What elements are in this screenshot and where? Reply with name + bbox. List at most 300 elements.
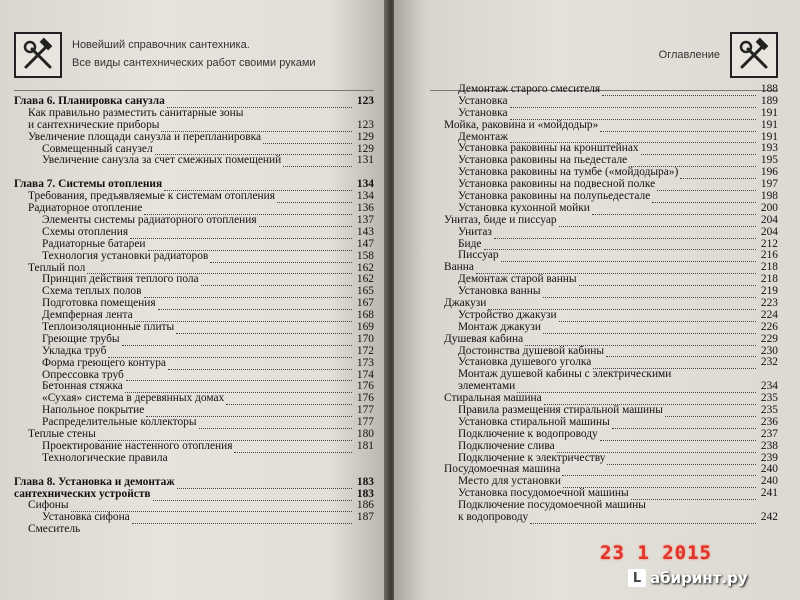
toc-leader-dots (673, 373, 756, 381)
toc-leader-dots (201, 277, 352, 286)
toc-entry-title: Место для установки (458, 476, 562, 488)
toc-entry (430, 500, 778, 512)
toc-page-number: 240 (760, 475, 778, 488)
toc-entry (14, 167, 374, 179)
watermark (628, 565, 798, 591)
toc-leader-dots (130, 230, 352, 239)
toc-entry (430, 191, 778, 203)
toc-entry (14, 191, 374, 203)
toc-entry-title: Совмещенный санузел (42, 143, 153, 155)
toc-entry-title: Требования, предъявляемые к системам отопления (28, 191, 275, 203)
toc-leader-dots (148, 242, 353, 251)
toc-leader-dots (680, 170, 756, 179)
toc-entry (14, 144, 374, 156)
toc-entry-title: Мойка, раковина и «мойдодыр» (444, 119, 599, 131)
toc-leader-dots (501, 253, 756, 262)
toc-page-number: 158 (356, 249, 374, 262)
toc-leader-dots (631, 491, 756, 500)
toc-page-number: 183 (356, 487, 374, 500)
toc-leader-dots (600, 432, 756, 441)
toc-entry-title: Установка кухонной мойки (458, 202, 590, 214)
toc-page-number: 218 (760, 273, 778, 286)
toc-leader-dots (283, 158, 352, 167)
toc-leader-dots (234, 444, 352, 453)
toc-page-number: 204 (760, 213, 778, 226)
toc-entry (14, 346, 374, 358)
toc-page-number: 187 (356, 511, 374, 524)
toc-leader-dots (155, 146, 352, 155)
toc-entry (14, 501, 374, 513)
toc-page-number: 186 (356, 499, 374, 512)
toc-page-number: 129 (356, 130, 374, 143)
toc-entry (430, 465, 778, 477)
toc-page-number: 180 (356, 428, 374, 441)
toc-leader-dots (168, 361, 352, 370)
toc-entry (14, 429, 374, 441)
toc-leader-dots (559, 218, 756, 227)
toc-leader-dots (657, 182, 756, 191)
toc-entry-title: Глава 7. Системы отопления (14, 179, 163, 191)
toc-page-number: 226 (760, 320, 778, 333)
toc-entry (14, 239, 374, 251)
toc-page-number: 229 (760, 332, 778, 345)
hammer-wrench-icon (730, 32, 778, 78)
toc-page-number: 235 (760, 392, 778, 405)
toc-entry-title: Схема теплых полов (42, 286, 142, 298)
toc-entry-title: Установка раковины на подвесной полке (458, 179, 656, 191)
toc-entry (430, 369, 778, 381)
toc-page-number: 136 (356, 202, 374, 215)
toc-page-number: 193 (760, 142, 778, 155)
toc-page-number: 197 (760, 178, 778, 191)
toc-page-number: 181 (356, 439, 374, 452)
right-page (394, 0, 800, 600)
toc-entry (430, 405, 778, 417)
toc-leader-dots (108, 349, 352, 358)
toc-page-number: 123 (356, 118, 374, 131)
toc-leader-dots (665, 408, 756, 417)
toc-leader-dots (600, 123, 756, 132)
toc-entry-title: Установка ванны (458, 286, 541, 298)
toc-page-number: 191 (760, 118, 778, 131)
toc-leader-dots (641, 146, 756, 155)
toc-page-number: 237 (760, 427, 778, 440)
toc-entry (430, 357, 778, 369)
toc-entry (14, 120, 374, 132)
toc-entry (14, 108, 374, 120)
toc-page-number: 173 (356, 356, 374, 369)
toc-entry-title: «Сухая» система в деревянных домах (42, 393, 225, 405)
toc-entry-title: Устройство джакузи (458, 309, 557, 321)
toc-entry-title: Технология установки радиаторов (42, 250, 209, 262)
toc-entry (430, 417, 778, 429)
toc-entry (14, 263, 374, 275)
toc-page-number: 232 (760, 356, 778, 369)
toc-page-number: 169 (356, 321, 374, 334)
toc-entry-title: Сифоны (28, 500, 69, 512)
toc-chapter (14, 489, 374, 501)
toc-entry (430, 334, 778, 346)
toc-page-number: 170 (356, 332, 374, 345)
toc-entry-title: Смеситель (28, 524, 81, 536)
toc-entry (430, 274, 778, 286)
toc-page-number: 212 (760, 237, 778, 250)
watermark-logo: L (628, 569, 646, 587)
toc-entry (430, 310, 778, 322)
toc-entry (14, 155, 374, 167)
toc-entry (430, 488, 778, 500)
toc-leader-dots (153, 492, 352, 501)
toc-page-number: 218 (760, 261, 778, 274)
toc-entry (14, 512, 374, 524)
right-page-header (430, 32, 778, 91)
toc-entry-title: Теплый пол (28, 262, 86, 274)
toc-leader-dots (543, 325, 756, 334)
toc-leader-dots (144, 289, 352, 298)
toc-leader-dots (277, 194, 352, 203)
toc-page-number: 168 (356, 309, 374, 322)
toc-page-number: 198 (760, 190, 778, 202)
toc-entry-title: Демонтаж старого смесителя (458, 83, 601, 95)
toc-entry-title: Посудомоечная машина (444, 464, 561, 476)
toc-entry-title: Демонтаж старой ванны (458, 274, 577, 286)
toc-page-number: 188 (760, 82, 778, 95)
toc-entry (430, 227, 778, 239)
toc-entry (430, 262, 778, 274)
toc-entry (14, 298, 374, 310)
toc-entry (430, 143, 778, 155)
toc-entry-title: Глава 8. Установка и демонтаж (14, 476, 175, 488)
toc-entry-title: Монтаж джакузи (458, 321, 541, 333)
toc-leader-dots (652, 194, 756, 203)
toc-entry (430, 239, 778, 251)
toc-entry (430, 429, 778, 441)
toc-entry-title: Проектирование настенного отопления (42, 440, 233, 452)
toc-leader-dots (170, 457, 352, 465)
toc-page-number: 167 (356, 297, 374, 310)
toc-page-number: 123 (356, 94, 374, 107)
toc-leader-dots (87, 265, 352, 274)
toc-page-number: 177 (356, 416, 374, 429)
toc-entry-title: Подключение к электричеству (458, 452, 606, 464)
toc-entry-title: Ванна (444, 262, 474, 274)
toc-page-number: 196 (760, 166, 778, 179)
toc-entry-title: Демонтаж (458, 131, 509, 143)
toc-entry-title: Писсуар (458, 250, 499, 262)
toc-page-number: 177 (356, 404, 374, 417)
toc-entry-title: Установка раковины на кронштейнах (458, 143, 639, 155)
toc-page-number: 183 (356, 475, 374, 488)
toc-entry-title: Джакузи (444, 298, 487, 310)
toc-entry (14, 286, 374, 298)
toc-leader-dots (164, 182, 352, 191)
toc-entry (430, 203, 778, 215)
toc-leader-dots (559, 313, 756, 322)
toc-entry (430, 512, 778, 524)
toc-leader-dots (177, 480, 352, 489)
toc-leader-dots (122, 337, 352, 346)
toc-page-number: 162 (356, 273, 374, 286)
toc-leader-dots (563, 479, 756, 488)
toc-entry (14, 465, 374, 477)
toc-leader-dots (126, 372, 352, 381)
toc-entry-title: Увеличение площади санузла и перепланировка (28, 131, 262, 143)
toc-leader-dots (593, 360, 756, 369)
toc-page-number: 191 (760, 130, 778, 143)
contents-heading: Оглавление (658, 49, 720, 61)
toc-entry-title: Достоинства душевой кабины (458, 345, 604, 357)
toc-entry (14, 417, 374, 429)
toc-leader-dots (488, 301, 756, 310)
toc-entry-title: Установка раковины на полупьедестале (458, 191, 651, 202)
toc-page-number: 204 (760, 225, 778, 238)
toc-leader-dots (210, 254, 352, 263)
toc-entry-title: Теплоизоляционные плиты (42, 322, 175, 334)
toc-leader-dots (612, 420, 756, 429)
toc-entry-title: Радиаторные батареи (42, 238, 146, 250)
toc-entry-title: Распределительные коллекторы (42, 417, 197, 429)
toc-leader-dots (607, 456, 756, 465)
toc-leader-dots (125, 384, 352, 393)
toc-page-number: 234 (760, 380, 778, 393)
toc-page-number: 189 (760, 94, 778, 107)
toc-entry (430, 381, 778, 393)
toc-entry-title: Форма греющего контура (42, 357, 166, 369)
toc-page-number: 134 (356, 178, 374, 191)
toc-page-number: 143 (356, 225, 374, 238)
toc-entry-title: Демпферная лента (42, 310, 133, 322)
left-page (0, 0, 388, 600)
toc-leader-dots (259, 218, 352, 227)
book-title-line1: Новейший справочник сантехника. (72, 39, 250, 51)
toc-entry (430, 476, 778, 488)
toc-entry-title: Подключение слива (458, 440, 555, 452)
toc-entry-title: Напольное покрытие (42, 405, 145, 417)
toc-entry-title: Бетонная стяжка (42, 381, 123, 393)
toc-leader-dots (245, 112, 352, 120)
toc-entry-title: Увеличение санузла за счет смежных помещений (42, 155, 282, 167)
header-text (72, 36, 316, 72)
toc-leader-dots (158, 301, 352, 310)
toc-leader-dots (494, 230, 756, 239)
toc-entry-title: Опрессовка труб (42, 369, 124, 381)
toc-page-number: 137 (356, 214, 374, 226)
toc-leader-dots (606, 348, 756, 357)
toc-entry (14, 203, 374, 215)
toc-page-number: 165 (356, 285, 374, 298)
toc-entry (430, 441, 778, 453)
toc-page-number: 240 (760, 463, 778, 476)
toc-page-number: 162 (356, 261, 374, 274)
toc-entry-title: Установка раковины на тумбе («мойдодыра») (458, 167, 679, 179)
toc-entry-title: Подключение посудомоечной машины (458, 500, 646, 512)
toc-entry-title: Установка душевого уголка (458, 357, 592, 369)
toc-leader-dots (226, 396, 352, 405)
toc-entry (14, 132, 374, 144)
toc-page-number: 131 (356, 154, 374, 167)
toc-entry-title: Подключение к водопроводу (458, 428, 598, 440)
toc-entry-title: и сантехнические приборы (28, 119, 160, 131)
toc-entry-title: Унитаз, биде и писсуар (444, 214, 557, 226)
toc-leader-dots (144, 206, 352, 215)
toc-page-number: 224 (760, 308, 778, 321)
toc-entry-title: Унитаз (458, 226, 492, 238)
toc-entry (430, 322, 778, 334)
toc-leader-dots (476, 265, 756, 274)
toc-entry-title: Принцип действия теплого пола (42, 274, 199, 286)
toc-entry-title: Подготовка помещения (42, 298, 156, 310)
toc-entry-title: Установка (458, 95, 508, 107)
toc-leader-dots (82, 528, 352, 536)
toc-entry-title: Технологические правила (42, 452, 168, 464)
toc-leader-dots (562, 467, 756, 476)
toc-entry-title: сантехнических устройств (14, 488, 151, 500)
toc-entry-title: Установка посудомоечной машины (458, 488, 629, 500)
toc-entry-title: Монтаж душевой кабины с электрическими (458, 369, 672, 381)
toc-chapter (14, 477, 374, 489)
toc-left (14, 96, 374, 536)
toc-page-number: 230 (760, 344, 778, 357)
toc-entry-title: Установка стиральной машины (458, 416, 610, 428)
toc-page-number: 172 (356, 344, 374, 357)
toc-page-number: 216 (760, 249, 778, 262)
toc-page-number: 200 (760, 201, 778, 214)
toc-entry-title: Схемы отопления (42, 226, 129, 238)
toc-leader-dots (161, 123, 352, 132)
toc-entry (430, 96, 778, 108)
toc-entry-title: Глава 6. Планировка санузла (14, 95, 165, 107)
hammer-wrench-icon (14, 32, 62, 78)
toc-page-number: 238 (760, 439, 778, 452)
toc-entry (430, 84, 778, 96)
toc-entry (430, 108, 778, 120)
toc-entry-title: Теплые стены (28, 429, 96, 441)
toc-page-number: 223 (760, 297, 778, 310)
toc-entry (14, 393, 374, 405)
toc-leader-dots (263, 135, 352, 144)
toc-leader-dots (510, 111, 756, 120)
toc-entry-title: Укладка труб (42, 345, 107, 357)
toc-leader-dots (146, 408, 352, 417)
toc-entry-title: Радиаторное отопление (28, 203, 143, 215)
photo-date-stamp: 23 1 2015 (600, 542, 712, 564)
toc-page-number: 191 (760, 106, 778, 119)
toc-leader-dots (525, 337, 756, 346)
toc-entry (14, 227, 374, 239)
toc-entry (14, 251, 374, 263)
toc-entry-title: Установка (458, 107, 508, 119)
toc-page-number: 174 (356, 368, 374, 381)
toc-entry (430, 179, 778, 191)
toc-page-number: 242 (760, 511, 778, 524)
toc-leader-dots (510, 134, 756, 143)
toc-entry (14, 310, 374, 322)
toc-leader-dots (517, 384, 756, 393)
toc-entry (14, 334, 374, 346)
toc-leader-dots (135, 313, 352, 322)
toc-chapter (14, 179, 374, 191)
toc-entry (430, 453, 778, 465)
toc-leader-dots (579, 277, 756, 286)
toc-entry (14, 370, 374, 382)
toc-entry-title: Стиральная машина (444, 393, 542, 405)
toc-leader-dots (602, 87, 756, 96)
toc-entry (430, 155, 778, 167)
toc-entry-title: Элементы системы радиаторного отопления (42, 215, 257, 226)
toc-leader-dots (98, 432, 352, 441)
toc-leader-dots (629, 158, 756, 167)
toc-leader-dots (592, 206, 756, 215)
toc-page-number: 147 (356, 237, 374, 250)
toc-entry (430, 167, 778, 179)
toc-leader-dots (167, 99, 352, 108)
toc-entry-title: Установка раковины на пьедестале (458, 155, 628, 167)
toc-leader-dots (176, 325, 352, 334)
toc-entry (14, 358, 374, 370)
toc-page-number: 176 (356, 380, 374, 393)
toc-entry (430, 132, 778, 144)
toc-leader-dots (557, 444, 756, 453)
toc-entry (430, 286, 778, 298)
toc-page-number: 219 (760, 285, 778, 298)
toc-entry (14, 381, 374, 393)
toc-entry (430, 298, 778, 310)
toc-entry (14, 405, 374, 417)
toc-right (430, 84, 778, 524)
toc-entry-title: элементами (458, 381, 516, 393)
toc-entry-title: Правила размещения стиральной машины (458, 405, 663, 417)
toc-entry-title: Греющие трубы (42, 333, 120, 345)
toc-leader-dots (71, 503, 352, 512)
toc-entry (14, 322, 374, 334)
toc-page-number: 236 (760, 415, 778, 428)
toc-leader-dots (543, 289, 757, 298)
toc-leader-dots (484, 241, 757, 250)
toc-entry (14, 453, 374, 465)
toc-chapter (14, 96, 374, 108)
toc-leader-dots (132, 515, 352, 524)
book-title-line2: Все виды сантехнических работ своими руками (72, 57, 316, 69)
toc-page-number: 176 (356, 392, 374, 405)
toc-leader-dots (648, 504, 756, 512)
toc-entry-title: Душевая кабина (444, 333, 524, 345)
left-page-header (14, 32, 374, 91)
watermark-text: абиринт.ру (650, 569, 748, 587)
toc-entry (430, 120, 778, 132)
toc-page-number: 129 (356, 142, 374, 155)
toc-entry (14, 524, 374, 536)
toc-entry-title: Установка сифона (42, 512, 130, 524)
toc-leader-dots (199, 420, 352, 429)
toc-leader-dots (510, 99, 756, 108)
toc-page-number: 235 (760, 404, 778, 417)
toc-entry (430, 250, 778, 262)
toc-entry-title: к водопроводу (458, 512, 529, 524)
toc-page-number: 134 (356, 190, 374, 203)
toc-page-number: 241 (760, 487, 778, 500)
toc-leader-dots (530, 515, 756, 524)
toc-leader-dots (544, 396, 756, 405)
toc-entry (14, 215, 374, 227)
toc-entry (14, 274, 374, 286)
toc-entry (430, 215, 778, 227)
toc-page-number: 239 (760, 451, 778, 464)
toc-entry-title: Как правильно разместить санитарные зоны (28, 107, 244, 119)
toc-entry-title: Биде (458, 238, 482, 250)
toc-entry (430, 346, 778, 358)
toc-entry (14, 441, 374, 453)
toc-page-number: 195 (760, 154, 778, 167)
